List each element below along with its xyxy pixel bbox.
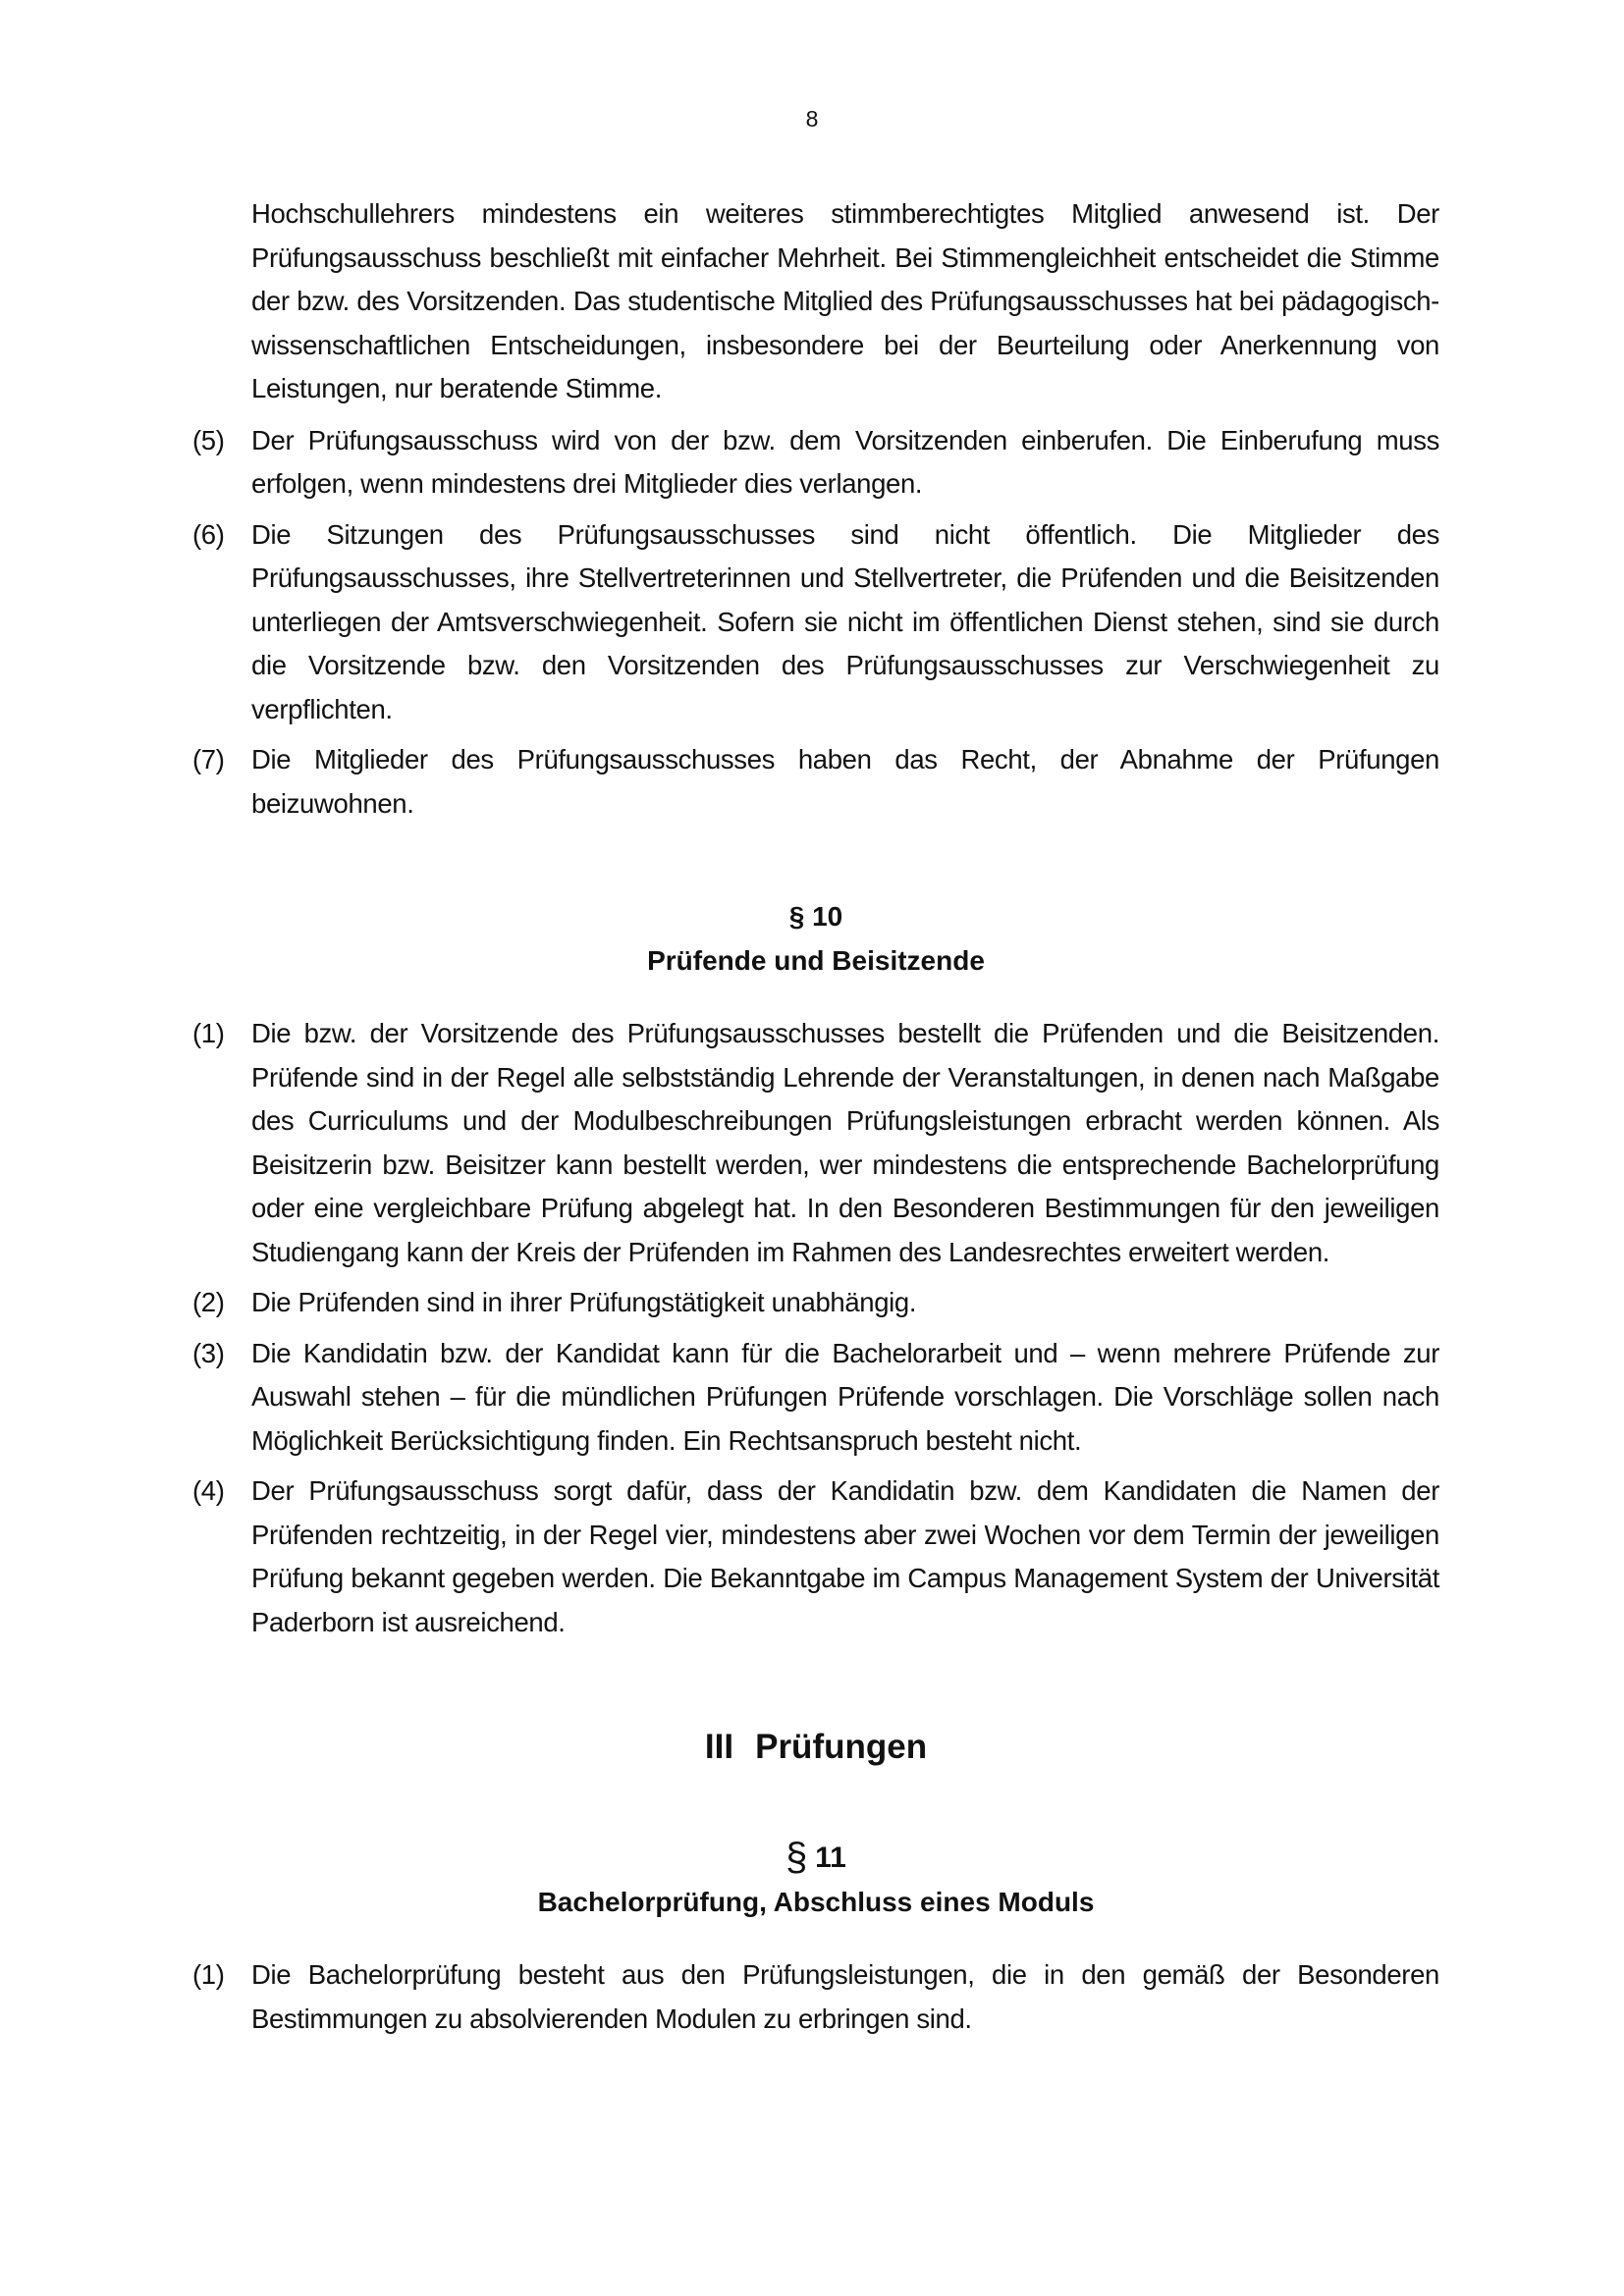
paragraph-10-2 (192, 1281, 1439, 1325)
chapter-3-heading (192, 1725, 1439, 1769)
paragraph-text: Die Sitzungen des Prüfungsausschusses sind nicht öffentlich. Die Mitglieder des Prüfungsausschusses, ihre Stellvertreterinnen und Stellvertreter, die Prüfenden und die Beisitzenden unterliegen der Amtsverschwiegenheit. Sofern sie nicht im öffentlichen Dienst stehen, sind sie durch die Vorsitzende bzw. den Vorsitzenden des Prüfungsausschusses zur Verschwiegenheit zu verpflichten. (251, 518, 1439, 724)
paragraph-9-6 (192, 513, 1439, 732)
paragraph-text: Die Kandidatin bzw. der Kandidat kann für die Bachelorarbeit und – wenn mehrere Prüfende zur Auswahl stehen – für die mündlichen Prüfungen Prüfende vorschlagen. Die Vorschläge sollen nach Möglichkeit Berücksichtigung finden. Ein Rechtsanspruch besteht nicht. (251, 1337, 1439, 1456)
section-title: Prüfende und Beisitzende (647, 945, 985, 976)
page-number: 8 (805, 106, 819, 132)
section-number-value: 11 (815, 1842, 846, 1874)
paragraph-number: (5) (192, 424, 225, 455)
paragraph-text: Die Bachelorprüfung besteht aus den Prüfungsleistungen, die in den gemäß der Besonderen Bestimmungen zu absolvierenden Modulen zu erbringen sind. (251, 1959, 1439, 2034)
paragraph-number: (3) (192, 1337, 225, 1368)
page-content (192, 192, 1439, 2048)
paragraph-number: (1) (192, 1959, 225, 1990)
paragraph-text: Hochschullehrers mindestens ein weiteres stimmberechtigtes Mitglied anwesend ist. Der Prüfungsausschuss beschließt mit einfacher Mehrheit. Bei Stimmengleichheit entscheidet die Stimme der bzw. des Vorsitzenden. Das studentische Mitglied des Prüfungsausschusses hat bei pädagogisch-wissenschaftlichen Entscheidungen, insbesondere bei der Beurteilung oder Anerkennung von Leistungen, nur beratende Stimme. (251, 198, 1439, 403)
paragraph-text: Der Prüfungsausschuss sorgt dafür, dass der Kandidatin bzw. dem Kandidaten die Namen der Prüfenden rechtzeitig, in der Regel vier, mindestens aber zwei Wochen vor dem Termin der jeweiligen Prüfung bekannt gegeben werden. Die Bekanntgabe im Campus Management System der Universität Paderborn ist ausreichend. (251, 1475, 1439, 1637)
continuation-paragraph (192, 192, 1439, 411)
paragraph-9-5 (192, 419, 1439, 507)
paragraph-text: Die Mitglieder des Prüfungsausschusses haben das Recht, der Abnahme der Prüfungen beizuwohnen. (251, 744, 1439, 819)
paragraph-number: (2) (192, 1287, 225, 1317)
section-number (192, 1836, 1439, 1880)
paragraph-text: Der Prüfungsausschuss wird von der bzw. dem Vorsitzenden einberufen. Die Einberufung muss erfolgen, wenn mindestens drei Mitglieder dies verlangen. (251, 424, 1439, 499)
paragraph-11-1 (192, 1953, 1439, 2041)
section-sign: § (785, 1836, 808, 1879)
chapter-number: III (704, 1728, 734, 1766)
paragraph-10-1 (192, 1012, 1439, 1274)
paragraph-text: Die Prüfenden sind in ihrer Prüfungstätigkeit unabhängig. (251, 1287, 917, 1317)
paragraph-text: Die bzw. der Vorsitzende des Prüfungsausschusses bestellt die Prüfenden und die Beisitzenden. Prüfende sind in der Regel alle selbstständig Lehrende der Veranstaltungen, in denen nach Maßgabe des Curriculums und der Modulbeschreibungen Prüfungsleistungen erbracht werden können. Als Beisitzerin bzw. Beisitzer kann bestellt werden, wer mindestens die entsprechende Bachelorprüfung oder eine vergleichbare Prüfung abgelegt hat. In den Besonderen Bestimmungen für den jeweiligen Studiengang kann der Kreis der Prüfenden im Rahmen des Landesrechtes erweitert werden. (251, 1018, 1439, 1267)
paragraph-10-3 (192, 1332, 1439, 1464)
section-number: § 10 (788, 901, 843, 932)
paragraph-number: (7) (192, 744, 225, 774)
paragraph-9-7 (192, 738, 1439, 826)
section-11-heading (192, 1836, 1439, 1924)
section-10-heading (192, 894, 1439, 983)
section-title: Bachelorprüfung, Abschluss eines Moduls (537, 1887, 1095, 1917)
chapter-title: Prüfungen (755, 1728, 928, 1766)
paragraph-number: (6) (192, 518, 225, 550)
paragraph-number: (1) (192, 1018, 225, 1048)
paragraph-number: (4) (192, 1475, 225, 1506)
paragraph-10-4 (192, 1469, 1439, 1644)
